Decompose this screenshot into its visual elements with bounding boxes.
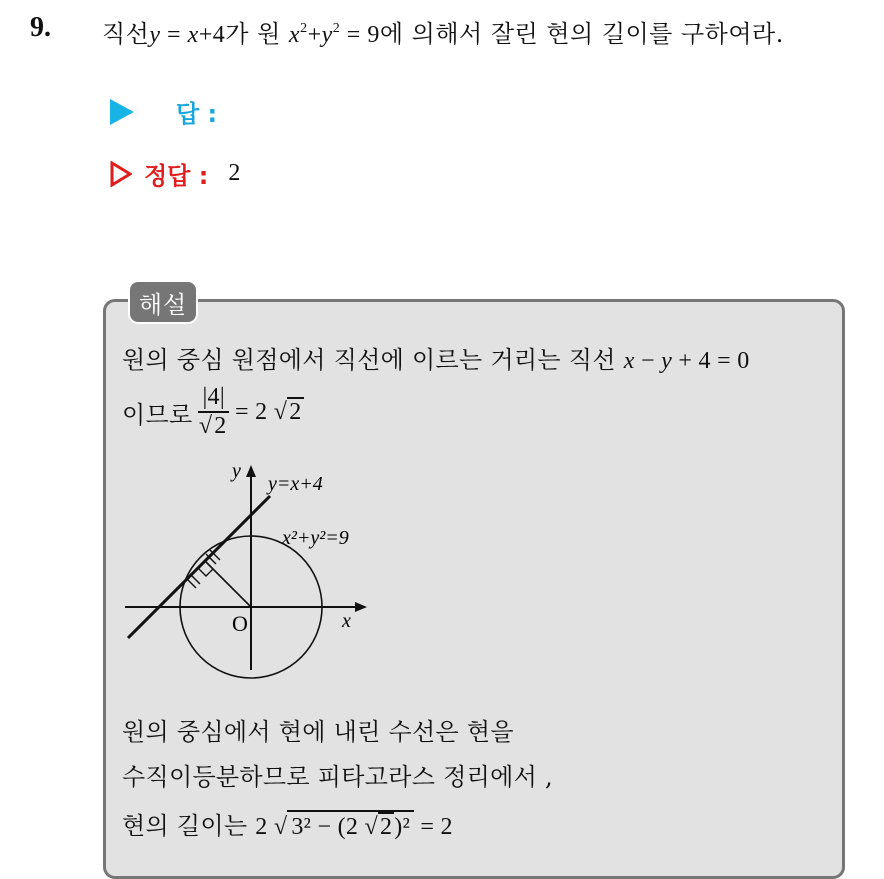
question-text: 직선y = x+4가 원 $x^2+y^2 = 9$에 의해서 잘린 현의 길이를 구하여라. — [102, 20, 784, 48]
tick-mark — [190, 574, 200, 584]
origin-label: O — [232, 611, 248, 636]
solution-line-1: 원의 중심 원점에서 직선에 이르는 거리는 직선 x − y + 4 = 0 — [122, 346, 750, 374]
question-number: 9. — [30, 12, 51, 43]
distance-result: = 2 √2 — [234, 398, 302, 425]
line-label: y=x+4 — [268, 473, 323, 495]
solution-line-2: 이므로 $\frac{|4|}{√2}$ = 2 √2 — [122, 384, 302, 439]
tick-mark — [186, 578, 196, 588]
solution-line-4: 수직이등분하므로 피타고라스 정리에서 , — [122, 763, 553, 791]
outline-triangle-icon — [110, 161, 132, 187]
chord-length-equation: 2 √ 3² − (2 √2)² = 2 — [255, 810, 453, 840]
answer-row — [110, 94, 217, 129]
correct-answer-label: 정답 : — [144, 162, 209, 190]
correct-answer-value: 2 — [228, 160, 241, 186]
line-equation: y — [149, 22, 161, 48]
right-angle-mark — [199, 569, 213, 576]
solution-tab: 해설 — [128, 280, 198, 324]
x-axis-label: x — [342, 610, 351, 632]
question-suffix: 에 의해서 잘린 현의 길이를 구하여라. — [379, 20, 784, 48]
y-axis-label: y — [232, 460, 241, 482]
x-axis-arrow — [355, 602, 367, 612]
solution-line-5: 현의 길이는 2 √ 3² − (2 √2)² = 2 — [122, 812, 453, 840]
distance-line-equation: x — [623, 348, 635, 374]
answer-label: 답 : — [176, 100, 218, 128]
diagram — [120, 455, 380, 680]
circle-label: x²+y²=9 — [282, 527, 349, 549]
correct-answer-row — [110, 156, 240, 191]
y-axis-arrow — [246, 465, 256, 477]
question-prefix: 직선 — [102, 20, 150, 48]
line-y-x-4 — [128, 496, 270, 638]
question-mid: 가 원 — [225, 20, 281, 48]
distance-fraction: $\frac{|4|}{√2}$ — [198, 384, 229, 440]
play-icon — [110, 99, 134, 125]
solution-line-3: 원의 중심에서 현에 내린 수선은 현을 — [122, 718, 514, 746]
circle-equation: x — [288, 22, 301, 48]
